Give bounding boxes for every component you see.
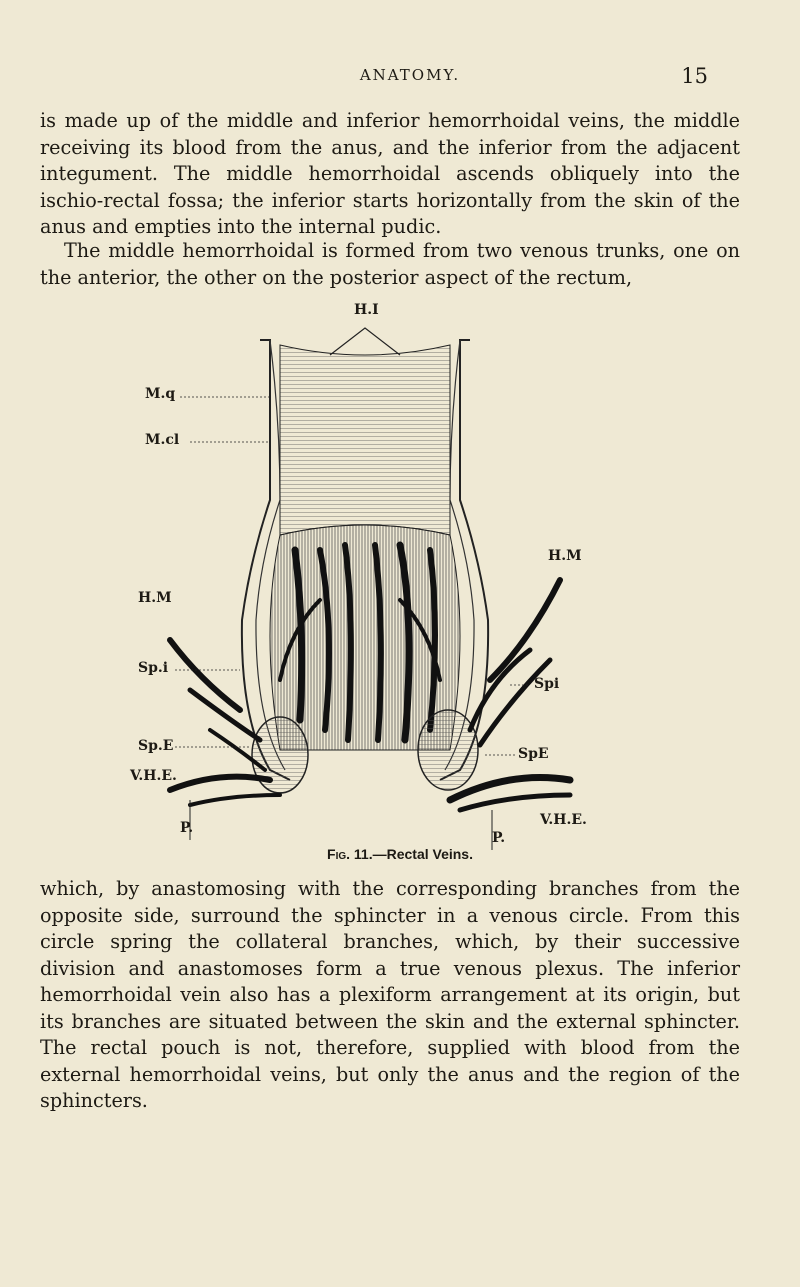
label-hm-left: H.M <box>138 590 172 606</box>
label-vhe-right: V.H.E. <box>540 812 587 828</box>
rectal-veins-figure <box>130 300 670 850</box>
label-vhe-left: V.H.E. <box>130 768 177 784</box>
figure-caption-text: —Rectal Veins. <box>372 846 473 862</box>
label-mcl: M.cl <box>145 432 180 448</box>
figure-caption-number: Fig. 11. <box>327 846 373 862</box>
label-spe-left: Sp.E <box>138 738 174 754</box>
page-number: 15 <box>681 64 708 88</box>
label-spe-right: SpE <box>518 746 549 762</box>
figure-caption <box>0 846 800 862</box>
label-spi-left: Sp.i <box>138 660 169 676</box>
label-hi: H.I <box>354 302 379 318</box>
label-mq: M.q <box>145 386 176 402</box>
label-hm-right: H.M <box>548 548 582 564</box>
paragraph-2: The middle hemorrhoidal is formed from two venous trunks, one on the anterior, the other on the posterior aspect of the rectum, <box>40 239 740 289</box>
paragraph-1: is made up of the middle and inferior hemorrhoidal veins, the middle receiving its blood from the anus, and the inferior from the adjacent integument. The middle hemorrhoidal ascends obliquely into the ischio-rectal fossa; the inferior starts horizontally from the skin of the anus and empties into the internal pudic. <box>40 109 740 238</box>
label-p-left: P. <box>180 820 194 836</box>
running-head-title: ANATOMY. <box>359 66 461 84</box>
label-spi-right: Spi <box>534 676 560 692</box>
label-p-right: P. <box>492 830 506 846</box>
paragraph-3: which, by anastomosing with the corresponding branches from the opposite side, surround the sphincter in a venous circle. From this circle spring the collateral branches, which, by their successive division and anastomoses form a true venous plexus. The inferior hemorrhoidal vein also has a plexiform arrangement at its origin, but its branches are situated between the skin and the external sphincter. The rectal pouch is not, therefore, supplied with blood from the external hemorrhoidal veins, but only the anus and the region of the sphincters. <box>40 877 740 1112</box>
rectal-veins-illustration <box>130 300 670 850</box>
running-head <box>60 64 760 94</box>
